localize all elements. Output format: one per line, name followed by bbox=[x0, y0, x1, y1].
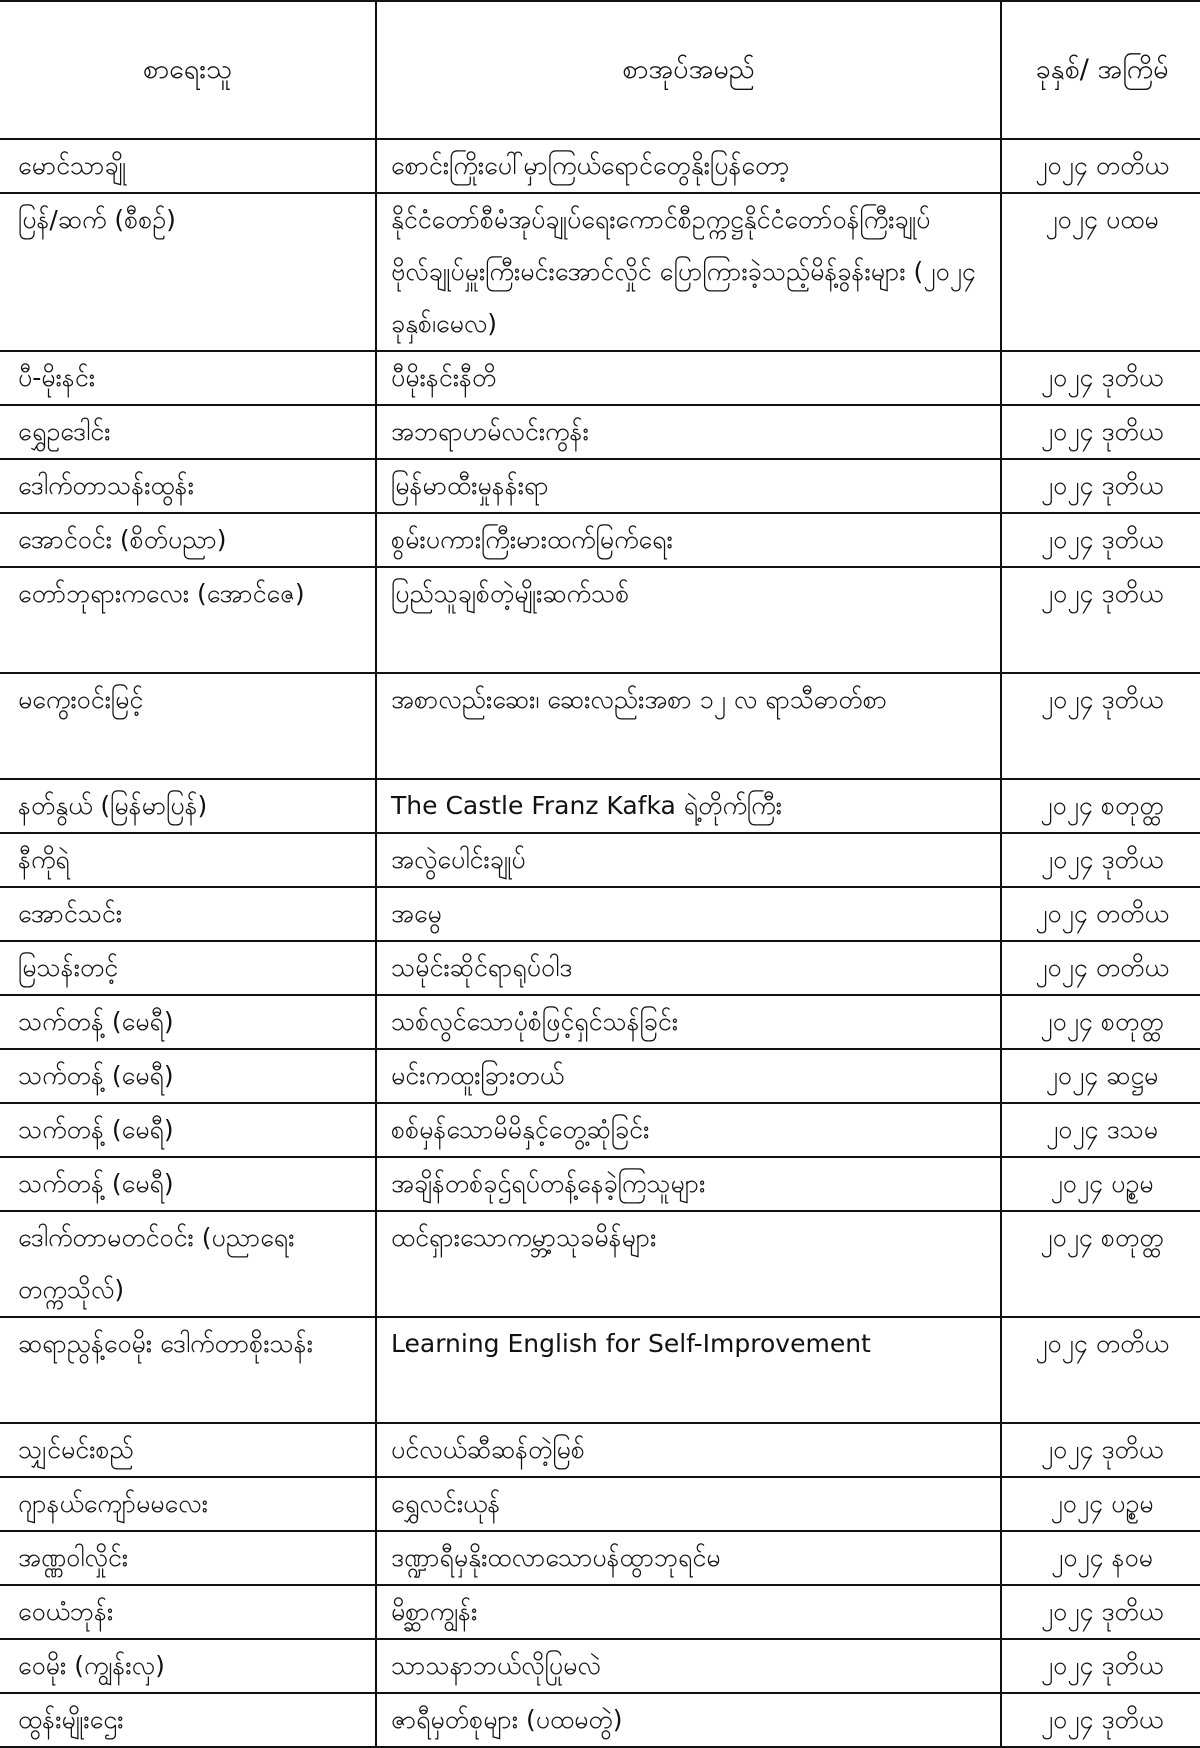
title-cell: အဘရာဟမ်လင်းကွန်း bbox=[376, 405, 1001, 459]
title-cell: နိုင်ငံတော်စီမံအုပ်ချုပ်ရေးကောင်စီဥက္ကဋ္ဌနိုင်ငံတော်ဝန်ကြီးချုပ်ဗိုလ်ချုပ်မှူးကြီးမင်းအောင်လှိုင် ပြောကြားခဲ့သည့်မိန့်ခွန်းများ (၂၀၂၄ ခုနှစ်၊မေလ) bbox=[376, 193, 1001, 351]
edition-cell: ၂၀၂၄ တတိယ bbox=[1001, 887, 1200, 941]
author-cell: မကွေးဝင်းမြင့် bbox=[0, 673, 376, 779]
author-cell: သက်တန့် (မေရီ) bbox=[0, 995, 376, 1049]
table-row bbox=[0, 1157, 1200, 1211]
edition-cell: ၂၀၂၄ ဒုတိယ bbox=[1001, 459, 1200, 513]
title-cell: The Castle Franz Kafka ရဲ့တိုက်ကြီး bbox=[376, 779, 1001, 833]
title-cell: ပြည်သူချစ်တဲ့မျိုးဆက်သစ် bbox=[376, 567, 1001, 673]
table-row bbox=[0, 1477, 1200, 1531]
edition-cell: ၂၀၂၄ ပထမ bbox=[1001, 193, 1200, 351]
table-row bbox=[0, 1585, 1200, 1639]
edition-cell: ၂၀၂၄ ဒုတိယ bbox=[1001, 833, 1200, 887]
table-row bbox=[0, 459, 1200, 513]
table-row bbox=[0, 513, 1200, 567]
author-cell: နတ်နွယ် (မြန်မာပြန်) bbox=[0, 779, 376, 833]
edition-cell: ၂၀၂၄ ဒုတိယ bbox=[1001, 673, 1200, 779]
title-cell: သာသနာဘယ်လိုပြုမလဲ bbox=[376, 1639, 1001, 1693]
table-header-row bbox=[0, 1, 1200, 139]
author-cell: ပြန်/ဆက် (စီစဉ်) bbox=[0, 193, 376, 351]
edition-cell: ၂၀၂၄ ပဉ္စမ bbox=[1001, 1157, 1200, 1211]
edition-cell: ၂၀၂၄ ဒုတိယ bbox=[1001, 1423, 1200, 1477]
title-cell: အချိန်တစ်ခုဌ်ရပ်တန့်နေခဲ့ကြသူများ bbox=[376, 1157, 1001, 1211]
table-row bbox=[0, 1049, 1200, 1103]
author-cell: နီကိုရဲ bbox=[0, 833, 376, 887]
table-row bbox=[0, 1211, 1200, 1317]
table-row bbox=[0, 995, 1200, 1049]
edition-cell: ၂၀၂၄ ဒုတိယ bbox=[1001, 513, 1200, 567]
title-cell: မိစ္ဆာကျွန်း bbox=[376, 1585, 1001, 1639]
author-cell: ရွှေဥဒေါင်း bbox=[0, 405, 376, 459]
title-cell: သမိုင်းဆိုင်ရာရုပ်ဝါဒ bbox=[376, 941, 1001, 995]
title-cell: ပင်လယ်ဆီဆန်တဲ့မြစ် bbox=[376, 1423, 1001, 1477]
edition-cell: ၂၀၂၄ စတုတ္ထ bbox=[1001, 779, 1200, 833]
edition-cell: ၂၀၂၄ ဒုတိယ bbox=[1001, 1693, 1200, 1747]
edition-cell: ၂၀၂၄ ဒသမ bbox=[1001, 1103, 1200, 1157]
title-cell: အစာလည်းဆေး၊ ဆေးလည်းအစာ ၁၂ လ ရာသီဓာတ်စာ bbox=[376, 673, 1001, 779]
edition-cell: ၂၀၂၄ နဝမ bbox=[1001, 1531, 1200, 1585]
edition-cell: ၂၀၂၄ တတိယ bbox=[1001, 1317, 1200, 1423]
author-cell: ထွန်းမျိုးဌေး bbox=[0, 1693, 376, 1747]
title-cell: မြန်မာထီးမှုနန်းရာ bbox=[376, 459, 1001, 513]
table-row bbox=[0, 779, 1200, 833]
author-column-header: စာရေးသူ bbox=[0, 1, 376, 139]
title-cell: သစ်လွင်သောပုံစံဖြင့်ရှင်သန်ခြင်း bbox=[376, 995, 1001, 1049]
edition-cell: ၂၀၂၄ ဒုတိယ bbox=[1001, 351, 1200, 405]
author-cell: မောင်သာချို bbox=[0, 139, 376, 193]
title-cell: စစ်မှန်သောမိမိနှင့်တွေ့ဆုံခြင်း bbox=[376, 1103, 1001, 1157]
edition-cell: ၂၀၂၄ ဆဋ္ဌမ bbox=[1001, 1049, 1200, 1103]
table-row bbox=[0, 567, 1200, 673]
title-cell: အလွဲပေါင်းချုပ် bbox=[376, 833, 1001, 887]
title-cell: စွမ်းပကားကြီးမားထက်မြက်ရေး bbox=[376, 513, 1001, 567]
title-cell: ပီမိုးနင်းနီတိ bbox=[376, 351, 1001, 405]
author-cell: အဏ္ဏဝါလှိုင်း bbox=[0, 1531, 376, 1585]
table-row bbox=[0, 193, 1200, 351]
table-row bbox=[0, 1317, 1200, 1423]
edition-cell: ၂၀၂၄ ပဉ္စမ bbox=[1001, 1477, 1200, 1531]
author-cell: သက်တန့် (မေရီ) bbox=[0, 1157, 376, 1211]
table-row bbox=[0, 351, 1200, 405]
author-cell: အောင်သင်း bbox=[0, 887, 376, 941]
author-cell: သက်တန့် (မေရီ) bbox=[0, 1103, 376, 1157]
author-cell: ဆရာညွန့်ဝေမိုး ဒေါက်တာစိုးသန်း bbox=[0, 1317, 376, 1423]
table-row bbox=[0, 1423, 1200, 1477]
title-column-header: စာအုပ်အမည် bbox=[376, 1, 1001, 139]
table-row bbox=[0, 1639, 1200, 1693]
title-cell: ထင်ရှားသောကမ္ဘာ့သုခမိန်များ bbox=[376, 1211, 1001, 1317]
edition-cell: ၂၀၂၄ တတိယ bbox=[1001, 139, 1200, 193]
author-cell: ဂျာနယ်ကျော်မမလေး bbox=[0, 1477, 376, 1531]
table-row bbox=[0, 673, 1200, 779]
title-cell: စောင်းကြိုးပေါ်မှာကြယ်ရောင်တွေနိုးပြန်တော့ bbox=[376, 139, 1001, 193]
author-cell: အောင်ဝင်း (စိတ်ပညာ) bbox=[0, 513, 376, 567]
author-cell: ဝေယံဘုန်း bbox=[0, 1585, 376, 1639]
edition-cell: ၂၀၂၄ ဒုတိယ bbox=[1001, 1639, 1200, 1693]
edition-cell: ၂၀၂၄ စတုတ္ထ bbox=[1001, 1211, 1200, 1317]
title-cell: ရွှေလင်းယုန် bbox=[376, 1477, 1001, 1531]
table-row bbox=[0, 833, 1200, 887]
title-cell: ဒဏ္ဍာရီမှနိုးထလာသောပန်ထွာဘုရင်မ bbox=[376, 1531, 1001, 1585]
table-row bbox=[0, 887, 1200, 941]
author-cell: မြသန်းတင့် bbox=[0, 941, 376, 995]
edition-cell: ၂၀၂၄ တတိယ bbox=[1001, 941, 1200, 995]
table-row bbox=[0, 941, 1200, 995]
author-cell: ပီ-မိုးနင်း bbox=[0, 351, 376, 405]
title-cell: Learning English for Self-Improvement bbox=[376, 1317, 1001, 1423]
table-row bbox=[0, 1103, 1200, 1157]
table-row bbox=[0, 1531, 1200, 1585]
table-row bbox=[0, 1693, 1200, 1747]
author-cell: တော်ဘုရားကလေး (အောင်ဇေ) bbox=[0, 567, 376, 673]
title-cell: အမွေ bbox=[376, 887, 1001, 941]
title-cell: မင်းကထူးခြားတယ် bbox=[376, 1049, 1001, 1103]
edition-cell: ၂၀၂၄ ဒုတိယ bbox=[1001, 567, 1200, 673]
author-cell: ဝေမိုး (ကျွန်းလှ) bbox=[0, 1639, 376, 1693]
author-cell: ဒေါက်တာသန်းထွန်း bbox=[0, 459, 376, 513]
table-row bbox=[0, 405, 1200, 459]
title-cell: ဇာရီမှတ်စုများ (ပထမတွဲ) bbox=[376, 1693, 1001, 1747]
author-cell: ဒေါက်တာမတင်ဝင်း (ပညာရေးတက္ကသိုလ်) bbox=[0, 1211, 376, 1317]
edition-cell: ၂၀၂၄ စတုတ္ထ bbox=[1001, 995, 1200, 1049]
author-cell: သျှင်မင်းစည် bbox=[0, 1423, 376, 1477]
edition-column-header: ခုနှစ်/ အကြိမ် bbox=[1001, 1, 1200, 139]
edition-cell: ၂၀၂၄ ဒုတိယ bbox=[1001, 405, 1200, 459]
author-cell: သက်တန့် (မေရီ) bbox=[0, 1049, 376, 1103]
edition-cell: ၂၀၂၄ ဒုတိယ bbox=[1001, 1585, 1200, 1639]
table-row bbox=[0, 139, 1200, 193]
